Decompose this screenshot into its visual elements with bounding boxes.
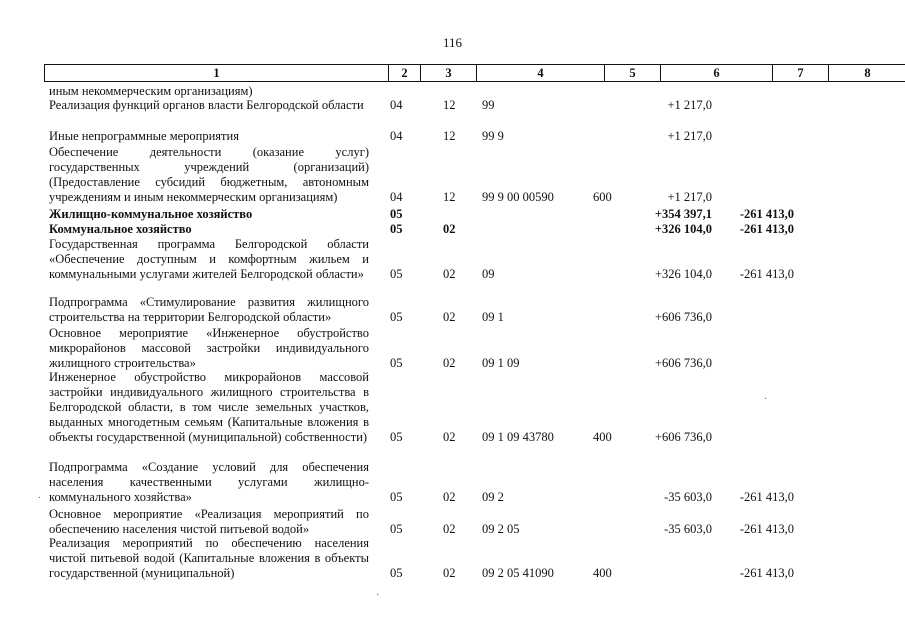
cell-s7: -261 413,0 [739, 207, 794, 221]
cell-pr: 02 [443, 490, 456, 504]
row-name: Коммунальное хозяйство [49, 222, 192, 236]
row-name: Основное мероприятие «Реализация мероприятий по обеспечению населения чистой питьевой водой» [49, 507, 369, 536]
row-name: Подпрограмма «Создание условий для обеспечения населения качественными услугами жилищно-коммунального хозяйства» [49, 460, 369, 504]
cell-s6: +1 217,0 [667, 129, 712, 143]
cell-pr: 02 [443, 566, 456, 580]
cell-csr: 09 [482, 267, 495, 281]
cell-pr: 02 [443, 430, 456, 444]
cell-rz: 05 [390, 222, 403, 236]
cell-s6: -35 603,0 [664, 522, 712, 536]
row-name: Государственная программа Белгородской области «Обеспечение доступным и комфортным жильем и коммунальными услугами жителей Белгородской области» [49, 237, 369, 281]
cell-s7: -261 413,0 [739, 490, 794, 504]
cell-s6: +1 217,0 [667, 98, 712, 112]
scan-speck: · [764, 394, 768, 405]
cell-s6: +606 736,0 [654, 356, 712, 370]
cell-rz: 04 [390, 98, 403, 112]
cell-pr: 02 [443, 356, 456, 370]
cell-pr: 02 [443, 222, 456, 236]
scan-speck: · [376, 590, 380, 601]
cell-pr: 12 [443, 129, 456, 143]
header-col-5: 5 [604, 65, 660, 81]
cell-pr: 02 [443, 310, 456, 324]
cell-csr: 09 1 09 [482, 356, 520, 370]
row-name: Реализация мероприятий по обеспечению населения чистой питьевой водой (Капитальные вложения в объекты государственной (муниципальной) [49, 536, 369, 580]
row-name: Основное мероприятие «Инженерное обустройство микрорайонов массовой застройки индивидуального жилищного строительства» [49, 326, 369, 370]
cell-rz: 05 [390, 207, 403, 221]
cell-csr: 99 9 00 00590 [482, 190, 554, 204]
cell-vr: 400 [593, 430, 612, 444]
cell-pr: 12 [443, 190, 456, 204]
cell-csr: 99 9 [482, 129, 504, 143]
cell-csr: 09 1 [482, 310, 504, 324]
header-col-6: 6 [660, 65, 772, 81]
cell-csr: 09 2 [482, 490, 504, 504]
row-name: Подпрограмма «Стимулирование развития жилищного строительства на территории Белгородской области» [49, 295, 369, 324]
header-col-4: 4 [476, 65, 604, 81]
header-col-7: 7 [772, 65, 828, 81]
cell-rz: 05 [390, 267, 403, 281]
row-name: иным некоммерческим организациям) [49, 84, 253, 98]
cell-s6: +326 104,0 [654, 267, 712, 281]
cell-csr: 09 2 05 [482, 522, 520, 536]
cell-s6: +354 397,1 [654, 207, 712, 221]
cell-s6: -35 603,0 [664, 490, 712, 504]
scan-speck: . [38, 490, 41, 501]
cell-rz: 05 [390, 310, 403, 324]
header-col-2: 2 [388, 65, 420, 81]
cell-s6: +1 217,0 [667, 190, 712, 204]
row-name: Иные непрограммные мероприятия [49, 129, 239, 143]
header-col-3: 3 [420, 65, 476, 81]
header-col-1: 1 [44, 65, 388, 81]
cell-vr: 400 [593, 566, 612, 580]
table-header [44, 64, 905, 82]
cell-pr: 02 [443, 267, 456, 281]
cell-rz: 05 [390, 490, 403, 504]
row-name: Реализация функций органов власти Белгородской области [49, 98, 364, 112]
cell-pr: 12 [443, 98, 456, 112]
header-col-8: 8 [828, 65, 905, 81]
cell-s6: +606 736,0 [654, 310, 712, 324]
cell-rz: 05 [390, 356, 403, 370]
cell-csr: 09 1 09 43780 [482, 430, 554, 444]
cell-vr: 600 [593, 190, 612, 204]
cell-pr: 02 [443, 522, 456, 536]
cell-csr: 99 [482, 98, 495, 112]
row-name: Жилищно-коммунальное хозяйство [49, 207, 253, 221]
cell-s7: -261 413,0 [739, 566, 794, 580]
cell-s7: -261 413,0 [739, 267, 794, 281]
cell-s6: +606 736,0 [654, 430, 712, 444]
cell-rz: 04 [390, 190, 403, 204]
row-name: Инженерное обустройство микрорайонов массовой застройки индивидуального жилищного строительства в Белгородской области, в том числе земельных участков, выданных многодетным семьям (Капитальные вложения в объекты государственной (муниципальной) собственности) [49, 370, 369, 444]
cell-rz: 05 [390, 430, 403, 444]
cell-csr: 09 2 05 41090 [482, 566, 554, 580]
cell-s7: -261 413,0 [739, 522, 794, 536]
cell-rz: 04 [390, 129, 403, 143]
cell-s6: +326 104,0 [654, 222, 712, 236]
cell-rz: 05 [390, 566, 403, 580]
row-name: Обеспечение деятельности (оказание услуг) государственных учреждений (организаций) (Предоставление субсидий бюджетным, автономным учреждениям и иным некоммерческим организациям) [49, 145, 369, 204]
page-number: 116 [442, 35, 463, 50]
cell-s7: -261 413,0 [739, 222, 794, 236]
cell-rz: 05 [390, 522, 403, 536]
